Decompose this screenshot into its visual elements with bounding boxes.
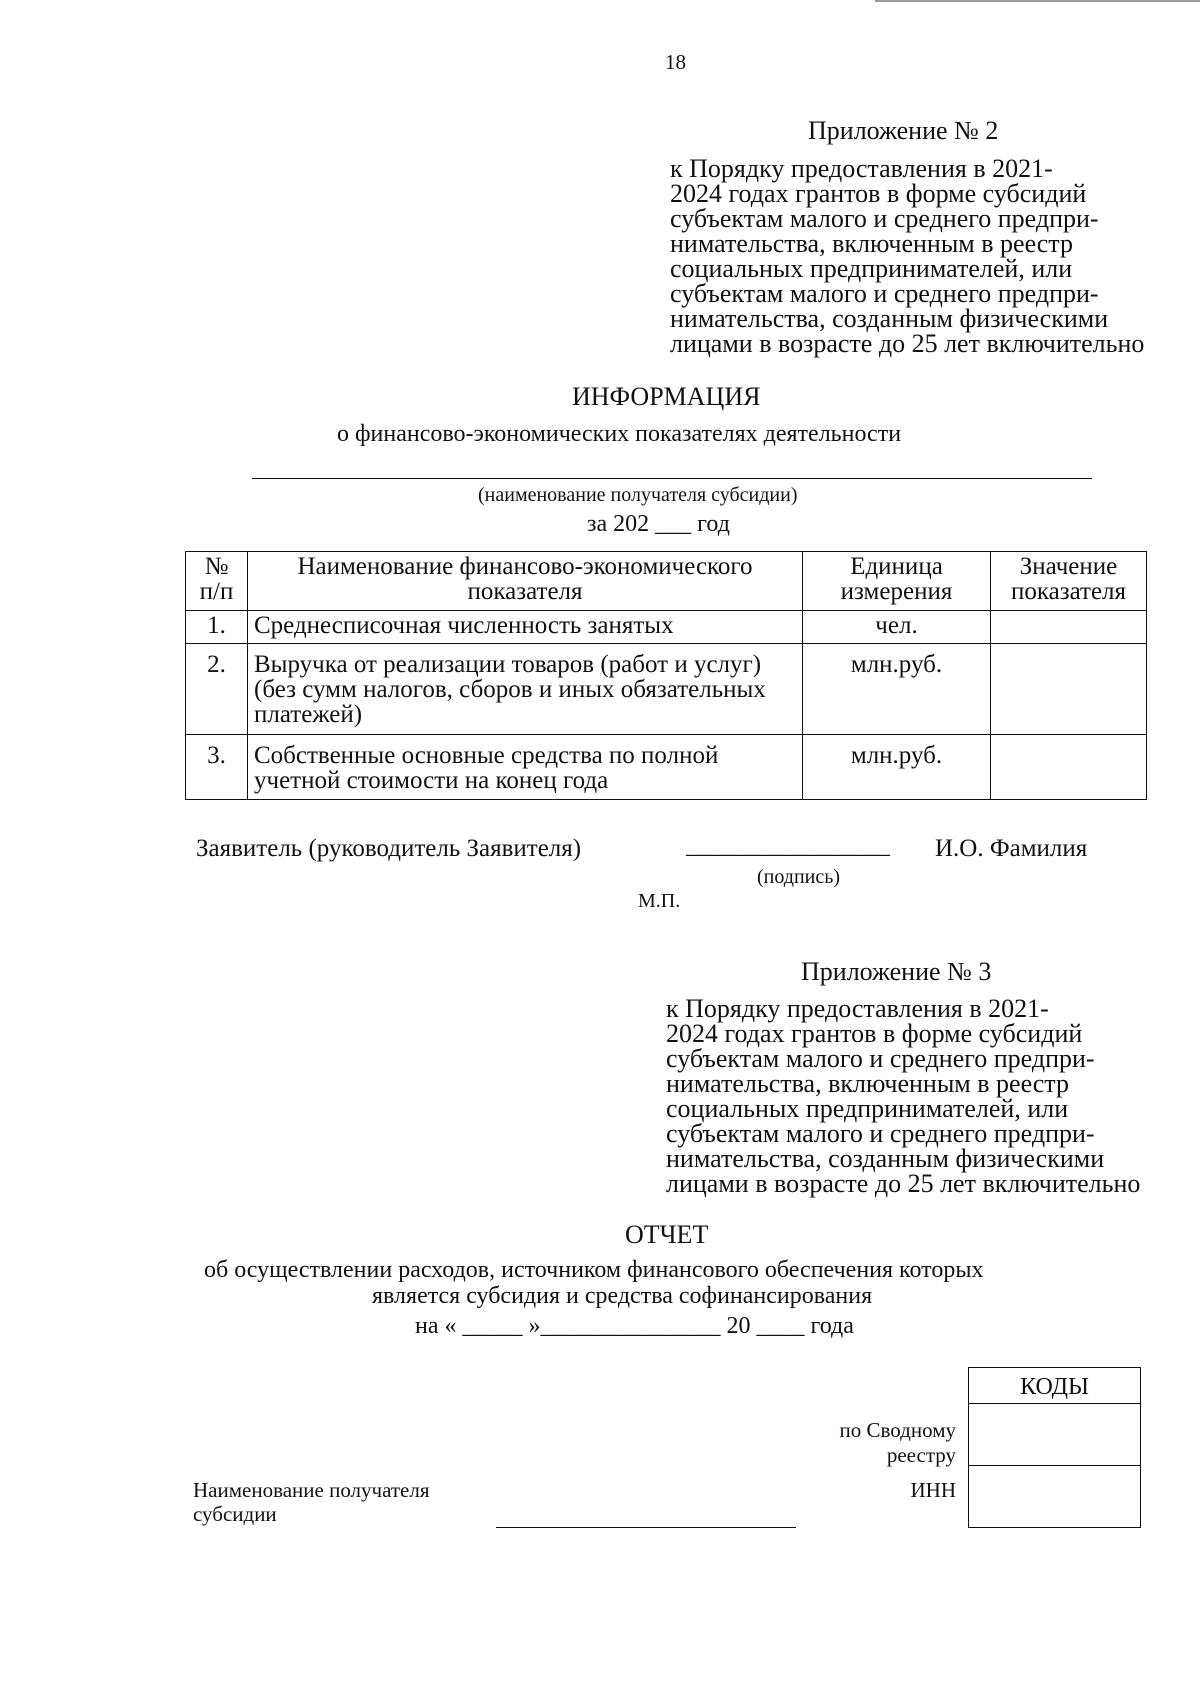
row-unit: млн.руб. <box>803 735 991 800</box>
row-unit: чел. <box>803 611 991 644</box>
recipient-name-line <box>252 478 1092 479</box>
row-indicator-name: Выручка от реализации товаров (работ и услуг) (без сумм налогов, сборов и иных обязательных платежей) <box>248 644 803 735</box>
period-label: за 202 ___ год <box>587 511 730 537</box>
header-unit: Единица измерения <box>803 552 991 611</box>
recipient-label-line-2: субсидии <box>193 1502 277 1526</box>
financial-indicators-table <box>185 551 1147 800</box>
report-date-line: на « _____ »_______________ 20 ____ года <box>415 1313 854 1339</box>
row-value <box>991 644 1147 735</box>
row-number: 2. <box>186 644 248 735</box>
table-header-row <box>186 552 1147 611</box>
info-subtitle: о финансово-экономических показателях деятельности <box>337 421 902 447</box>
table-row <box>186 735 1147 800</box>
inn-label: ИНН <box>910 1478 956 1502</box>
report-title: ОТЧЕТ <box>625 1220 709 1249</box>
seal-label: М.П. <box>638 890 681 912</box>
page-number: 18 <box>665 50 686 74</box>
recipient-caption: (наименование получателя субсидии) <box>478 484 798 506</box>
registry-label-line-1: по Сводному <box>839 1418 956 1442</box>
appendix-3-body: к Порядку предоставления в 2021- 2024 годах грантов в форме субсидий субъектам малого и среднего предпри- нимательства, включенным в реестр социальных предпринимателей, или субъектам малого и среднего предпри- нимательства, созданным физическими лицами в возрасте до 25 лет включительно <box>666 994 1141 1198</box>
header-number: № п/п <box>186 552 248 611</box>
recipient-name-field-line <box>496 1527 796 1528</box>
codes-divider <box>969 1403 1140 1404</box>
header-value: Значение показателя <box>991 552 1147 611</box>
table-row <box>186 644 1147 735</box>
row-value <box>991 735 1147 800</box>
appendix-2-title: Приложение № 2 <box>808 116 999 145</box>
row-number: 1. <box>186 611 248 644</box>
codes-divider <box>969 1465 1140 1466</box>
signature-caption: (подпись) <box>757 866 841 888</box>
codes-box <box>968 1367 1141 1528</box>
scan-edge-line <box>875 0 1200 2</box>
header-indicator-name: Наименование финансово-экономического показателя <box>248 552 803 611</box>
row-number: 3. <box>186 735 248 800</box>
applicant-label: Заявитель (руководитель Заявителя) <box>196 835 582 862</box>
appendix-3-title: Приложение № 3 <box>801 957 992 986</box>
info-title: ИНФОРМАЦИЯ <box>572 382 761 411</box>
appendix-2-body: к Порядку предоставления в 2021- 2024 годах грантов в форме субсидий субъектам малого и среднего предпри- нимательства, включенным в реестр социальных предпринимателей, или субъектам малого и среднего предпри- нимательства, созданным физическими лицами в возрасте до 25 лет включительно <box>670 154 1145 358</box>
registry-label-line-2: реестру <box>886 1443 956 1467</box>
recipient-label-line-1: Наименование получателя <box>193 1478 430 1502</box>
report-subtitle-line-2: является субсидия и средства софинансирования <box>372 1283 873 1309</box>
codes-header: КОДЫ <box>1020 1374 1089 1400</box>
row-indicator-name: Собственные основные средства по полной учетной стоимости на конец года <box>248 735 803 800</box>
row-unit: млн.руб. <box>803 644 991 735</box>
name-placeholder: И.О. Фамилия <box>935 835 1088 862</box>
table-row <box>186 611 1147 644</box>
report-subtitle-line-1: об осуществлении расходов, источником финансового обеспечения которых <box>204 1257 984 1283</box>
row-value <box>991 611 1147 644</box>
row-indicator-name: Среднесписочная численность занятых <box>248 611 803 644</box>
signature-line: _________________ <box>686 833 890 859</box>
